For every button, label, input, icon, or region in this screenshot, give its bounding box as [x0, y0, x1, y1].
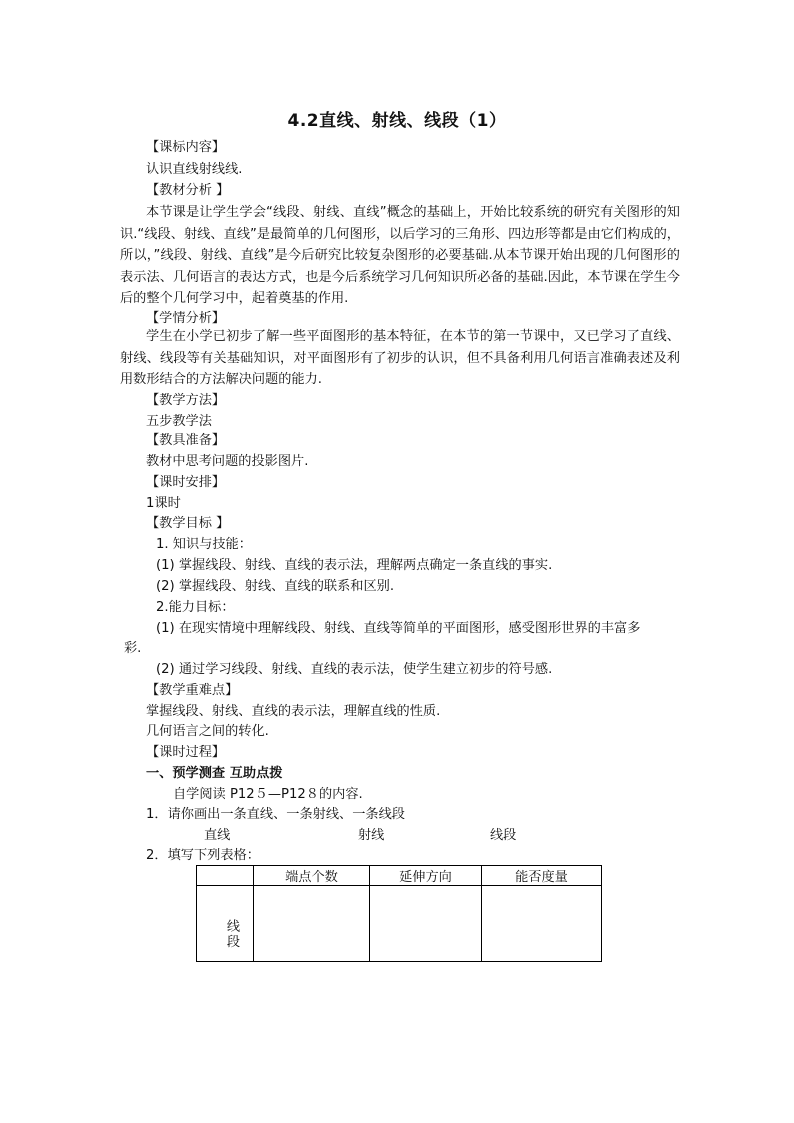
goals-k2: (2) 掌握线段、射线、直线的联系和区别.	[156, 579, 395, 594]
table-row	[197, 886, 602, 962]
material-paragraph: 本节课是让学生学会“线段、射线、直线”概念的基础上，开始比较系统的研究有关图形的知识.“线段、射线、直线”是最简单的几何图形，以后学习的三角形、四边形等都是由它们构成的，所以，”线段、射线、直线”是今后研究比较复杂图形的必要基础.从本节课开始出现的几何图形的表示法、几何语言的表达方式，也是今后系统学习几何知识所必备的基础.因此，本节课在学生今后的整个几何学习中，起着奠基的作用.	[120, 205, 680, 307]
students-heading: 【学情分析】	[146, 311, 226, 326]
q1-label-segment: 线段	[490, 828, 517, 843]
tools-text: 教材中思考问题的投影图片.	[146, 454, 309, 469]
process-heading: 【课时过程】	[146, 745, 226, 760]
table-cell[interactable]	[370, 886, 482, 962]
table-cell[interactable]	[482, 886, 602, 962]
table-header-row	[197, 866, 602, 886]
students-paragraph: 学生在小学已初步了解一些平面图形的基本特征，在本节的第一节课中，又已学习了直线、射线、线段等有关基础知识，对平面图形有了初步的认识，但不具备利用几何语言准确表述及利用数形结合的方法解决问题的能力.	[120, 329, 680, 388]
table-header-cell: 能否度量	[482, 866, 602, 886]
process-q2: 2．填写下列表格：	[146, 848, 260, 863]
table-header-cell	[197, 866, 254, 886]
curriculum-text: 认识直线射线线.	[146, 162, 243, 177]
process-q1: 1．请你画出一条直线、一条射线、一条线段	[146, 807, 405, 822]
table-header-cell: 端点个数	[254, 866, 370, 886]
table-row-label	[197, 886, 254, 962]
goals-a2: (2) 通过学习线段、射线、直线的表示法，使学生建立初步的符号感.	[156, 662, 553, 677]
goals-ability: 2.能力目标：	[156, 600, 235, 615]
q1-label-ray: 射线	[358, 828, 385, 843]
process-part1: 一、预学测查 互助点拨	[146, 766, 283, 781]
goals-a1-line1: (1) 在现实情境中理解线段、射线、直线等简单的平面图形，感受图形世界的丰富多	[156, 621, 641, 636]
method-text: 五步教学法	[146, 414, 212, 429]
curriculum-heading: 【课标内容】	[146, 140, 226, 155]
table-cell[interactable]	[254, 886, 370, 962]
goals-knowledge: 1. 知识与技能：	[156, 537, 252, 552]
page-title: 4.2直线、射线、线段（1）	[287, 111, 507, 131]
keypoints-line1: 掌握线段、射线、直线的表示法，理解直线的性质.	[146, 704, 441, 719]
table-row-label-text: 线段	[224, 918, 239, 949]
table-header-cell: 延伸方向	[370, 866, 482, 886]
goals-k1: (1) 掌握线段、射线、直线的表示法，理解两点确定一条直线的事实.	[156, 558, 553, 573]
schedule-heading: 【课时安排】	[146, 475, 226, 490]
fill-in-table	[196, 865, 602, 962]
tools-heading: 【教具准备】	[146, 433, 226, 448]
process-reading: 自学阅读 P12５—P12８的内容.	[173, 787, 363, 802]
method-heading: 【教学方法】	[146, 393, 226, 408]
material-heading: 【教材分析 】	[146, 183, 230, 198]
q1-label-line: 直线	[204, 828, 231, 843]
keypoints-line2: 几何语言之间的转化.	[146, 724, 269, 739]
goals-heading: 【教学目标 】	[146, 516, 230, 531]
goals-a1-line2: 彩.	[124, 641, 142, 656]
schedule-text: 1课时	[146, 496, 181, 511]
keypoints-heading: 【教学重难点】	[146, 683, 239, 698]
